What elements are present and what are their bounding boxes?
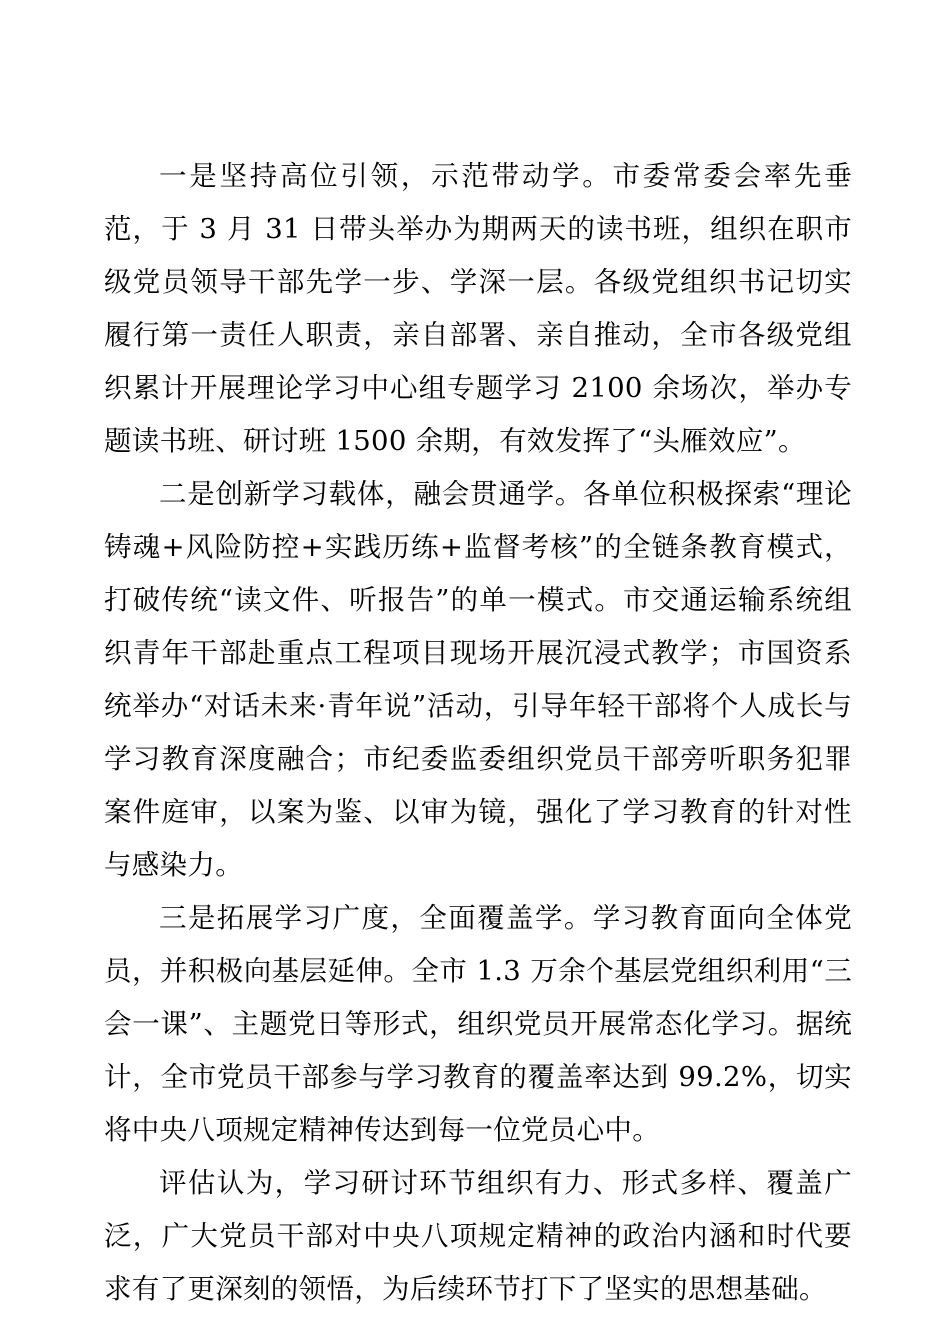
document-body [104,150,852,1316]
paragraph-4: 评估认为，学习研讨环节组织有力、形式多样、覆盖广泛，广大党员干部对中央八项规定精神的政治内涵和时代要求有了更深刻的领悟，为后续环节打下了坚实的思想基础。 [104,1167,852,1305]
paragraph-1: 一是坚持高位引领，示范带动学。市委常委会率先垂范，于 3 月 31 日带头举办为期两天的读书班，组织在职市级党员领导干部先学一步、学深一层。各级党组织书记切实履行第一责任人职责，亲自部署、亲自推动，全市各级党组织累计开展理论学习中心组专题学习 2100 余场次，举办专题读书班、研讨班 1500 余期，有效发挥了“头雁效应”。 [104,160,852,457]
paragraph-3: 三是拓展学习广度，全面覆盖学。学习教育面向全体党员，并积极向基层延伸。全市 1.3 万余个基层党组织利用“三会一课”、主题党日等形式，组织党员开展常态化学习。据统计，全市党员干部参与学习教育的覆盖率达到 99.2%，切实将中央八项规定精神传达到每一位党员心中。 [104,902,852,1146]
paragraph-2: 二是创新学习载体，融会贯通学。各单位积极探索“理论铸魂+风险防控+实践历练+监督考核”的全链条教育模式，打破传统“读文件、听报告”的单一模式。市交通运输系统组织青年干部赴重点工程项目现场开展沉浸式教学；市国资系统举办“对话未来·青年说”活动，引导年轻干部将个人成长与学习教育深度融合；市纪委监委组织党员干部旁听职务犯罪案件庭审，以案为鉴、以审为镜，强化了学习教育的针对性与感染力。 [104,478,852,881]
